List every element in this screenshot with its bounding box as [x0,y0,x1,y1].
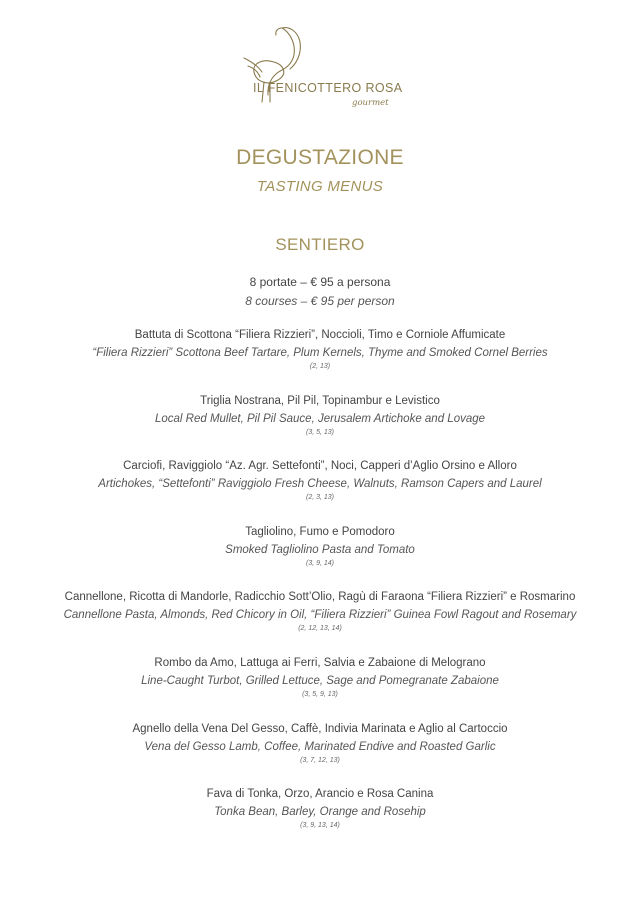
course-item [0,654,640,720]
page-subtitle: TASTING MENUS [256,178,384,195]
course-name-it: Battuta di Scottona “Filiera Rizzieri”, Noccioli, Timo e Corniole Affumicate [134,329,506,341]
course-allergens: (2, 12, 13, 14) [298,625,342,633]
course-item [0,457,640,523]
course-name-it: Triglia Nostrana, Pil Pil, Topinambur e Levistico [200,394,440,407]
course-item [0,785,640,851]
course-name-en: Artichokes, “Settefonti” Raviggiolo Fresh Cheese, Walnuts, Ramson Capers and Laurel [98,478,542,491]
course-item [0,720,640,786]
menu-price-it: 8 portate – € 95 a persona [249,275,391,289]
course-allergens: (3, 5, 9, 13) [302,690,338,698]
course-allergens: (3, 9, 13, 14) [300,822,340,830]
course-name-it: Cannellone, Ricotta di Mandorle, Radicchio Sott’Olio, Ragù di Faraona “Filiera Rizzieri” e Rosmarino [64,591,576,604]
course-name-en: Smoked Tagliolino Pasta and Tomato [225,543,415,556]
course-item [0,326,640,392]
course-name-en: Local Red Mullet, Pil Pil Sauce, Jerusalem Artichoke and Lovage [154,412,486,425]
course-item [0,523,640,589]
page-title: DEGUSTAZIONE [236,146,404,169]
menu-price-en: 8 courses – € 95 per person [245,294,395,308]
course-name-en: Vena del Gesso Lamb, Coffee, Marinated Endive and Roasted Garlic [144,740,496,753]
course-allergens: (3, 5, 13) [305,428,334,436]
brand-name: IL FENICOTTERO ROSA [253,81,403,95]
course-allergens: (3, 9, 14) [305,559,334,567]
course-item [0,392,640,458]
course-name-en: Line-Caught Turbot, Grilled Lettuce, Sage and Pomegranate Zabaione [141,674,499,687]
menu-name: SENTIERO [275,235,365,254]
course-item [0,588,640,654]
course-allergens: (3, 7, 12, 13) [300,756,340,764]
course-allergens: (2, 3, 13) [305,494,334,502]
course-name-en: “Filiera Rizzieri” Scottona Beef Tartare, Plum Kernels, Thyme and Smoked Cornel Berries [92,347,548,359]
logo [240,22,410,112]
course-name-en: Tonka Bean, Barley, Orange and Rosehip [214,806,426,819]
course-name-it: Rombo da Amo, Lattuga ai Ferri, Salvia e Zabaione di Melograno [154,656,486,669]
course-name-it: Carciofi, Raviggiolo “Az. Agr. Settefonti”, Noci, Capperi d’Aglio Orsino e Alloro [123,460,517,473]
course-name-en: Cannellone Pasta, Almonds, Red Chicory in Oil, “Filiera Rizzieri” Guinea Fowl Ragout and Rosemary [63,609,577,622]
brand-tagline: gourmet [352,98,389,108]
course-name-it: Agnello della Vena Del Gesso, Caffè, Indivia Marinata e Aglio al Cartoccio [132,722,508,735]
course-name-it: Fava di Tonka, Orzo, Arancio e Rosa Canina [206,788,434,801]
course-name-it: Tagliolino, Fumo e Pomodoro [245,525,395,538]
course-allergens: (2, 13) [309,363,331,370]
course-list [0,326,640,851]
